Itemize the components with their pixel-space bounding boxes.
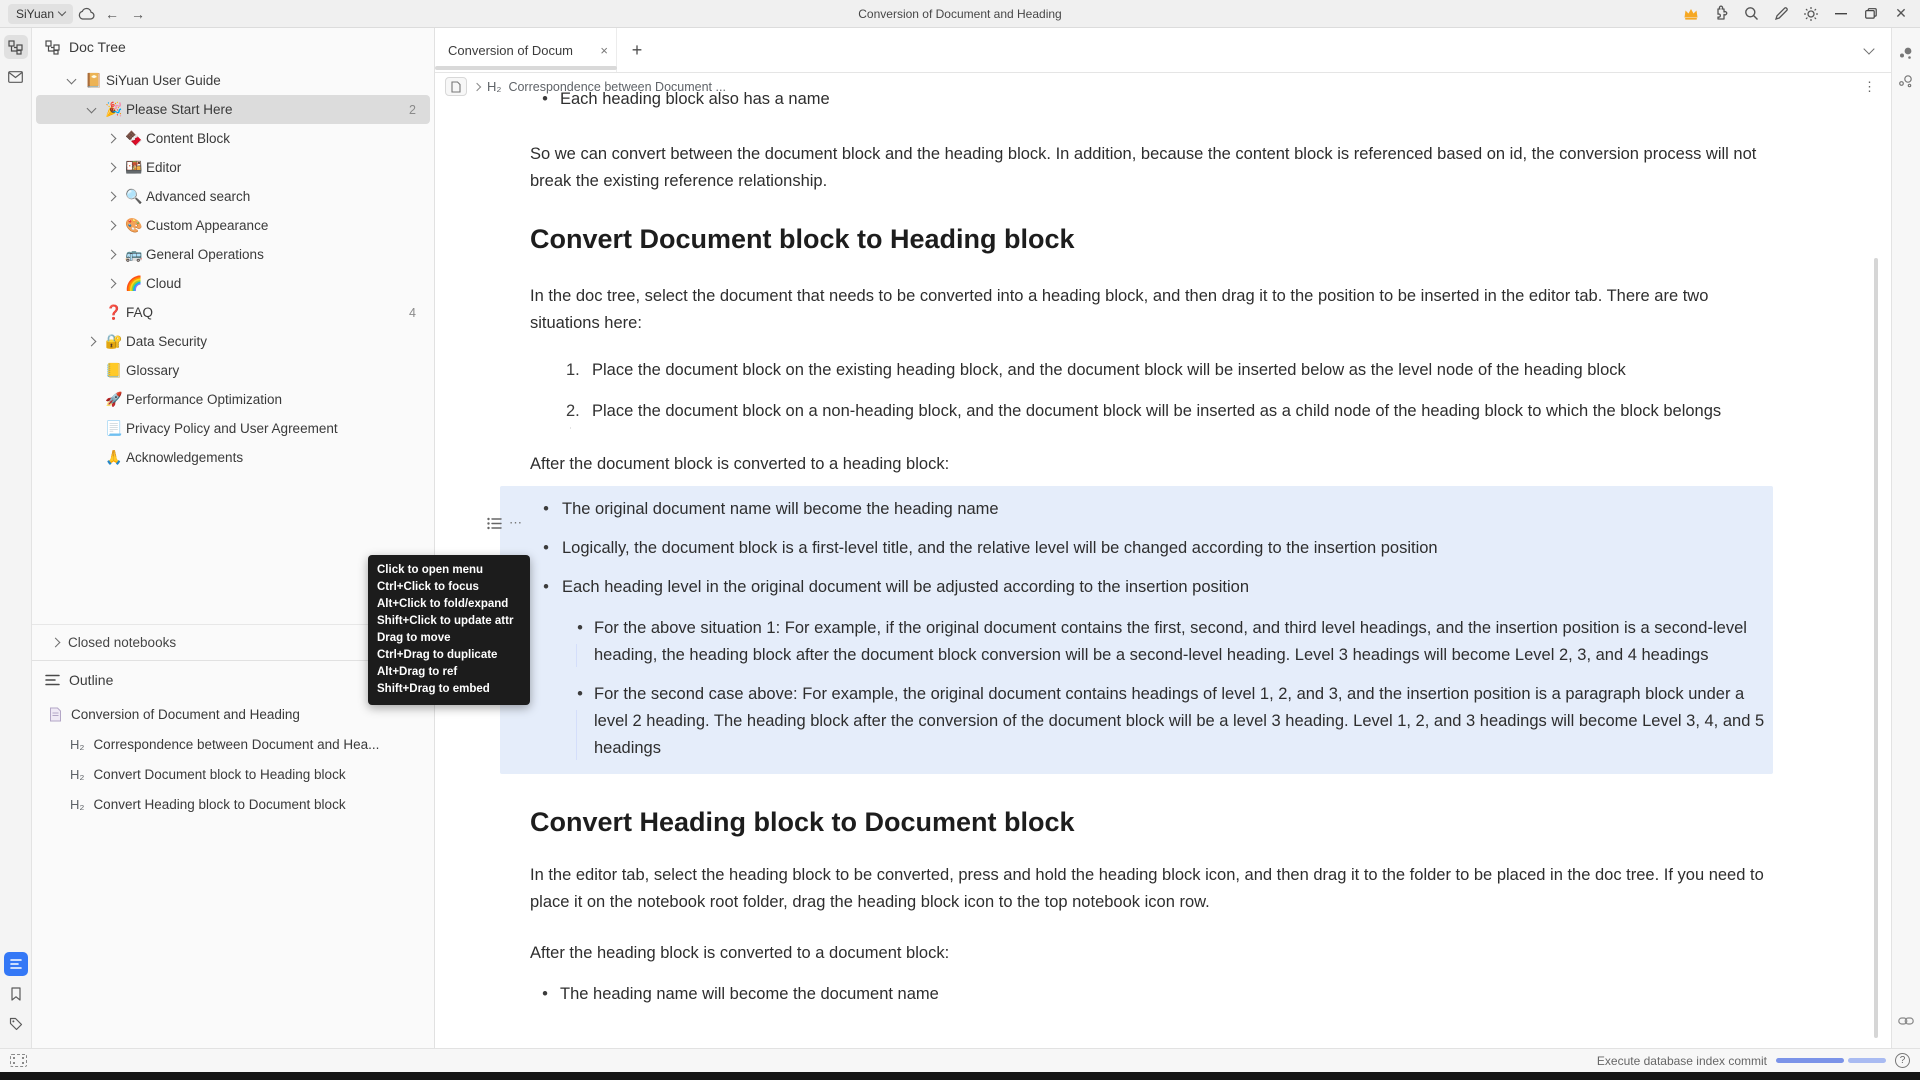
tab-close-icon[interactable]: × (600, 42, 608, 58)
index-progress-bar (1776, 1058, 1886, 1063)
h2-icon: H₂ (487, 79, 502, 94)
search-icon[interactable] (1736, 3, 1766, 25)
ledger-emoji-icon: 📒 (105, 362, 123, 378)
minimize-button[interactable] (1826, 3, 1856, 25)
backlinks-graph-icon[interactable] (1895, 42, 1917, 64)
outline-item-h2[interactable]: H₂ Correspondence between Document and Hea... (70, 736, 380, 752)
status-bar (0, 1048, 1920, 1072)
block-gutter (487, 515, 523, 531)
notebook-emoji-icon: 📔 (85, 72, 103, 88)
nested-bullet-list (530, 615, 1765, 762)
doc-tree-item-glossary[interactable]: 📒 Glossary (36, 356, 430, 385)
outline-item-h2[interactable]: H₂ Convert Heading block to Document block (70, 796, 346, 812)
new-tab-button[interactable]: + (631, 39, 643, 60)
doc-tree-item-advanced-search[interactable]: 🔍 Advanced search (36, 182, 430, 211)
chevron-right-icon[interactable] (100, 193, 122, 200)
bullet-item[interactable]: • Logically, the document block is a first-level title, and the relative level will be changed according to the insertion position (530, 535, 1765, 562)
outline-panel-title: Outline (69, 672, 114, 688)
heading-convert-heading-to-document[interactable]: Convert Heading block to Document block (530, 807, 1075, 837)
bus-emoji-icon: 🚌 (125, 246, 143, 262)
bento-emoji-icon: 🍱 (125, 159, 143, 175)
gutter-tooltip: Click to open menu Ctrl+Click to focus Alt+Click to fold/expand Shift+Click to update attr Drag to move Ctrl+Drag to duplicate Alt+Drag to ref Shift+Drag to embed (368, 555, 530, 705)
chevron-right-icon (51, 638, 61, 648)
folded-hands-emoji-icon: 🙏 (105, 449, 123, 465)
back-arrow-icon[interactable]: ← (105, 5, 120, 22)
doc-tree (32, 66, 434, 624)
tab-bar (435, 28, 1891, 73)
link-icon[interactable] (1895, 1010, 1917, 1032)
help-icon[interactable]: ? (1895, 1053, 1910, 1068)
right-dock (1891, 28, 1920, 1048)
heading-convert-document-to-heading[interactable]: Convert Document block to Heading block (530, 224, 1075, 254)
chevron-down-icon (58, 8, 66, 16)
question-emoji-icon: ❓ (105, 304, 123, 320)
doc-count-badge: 4 (409, 305, 416, 320)
tab-conversion-of-document[interactable]: Conversion of Docum × (435, 28, 617, 72)
closed-notebooks-toggle[interactable]: Closed notebooks (32, 624, 434, 660)
doc-tree-item-please-start-here[interactable]: 🎉 Please Start Here 2 (36, 95, 430, 124)
list-number: 1. (566, 361, 580, 379)
selected-list-block[interactable] (500, 486, 1773, 774)
status-message: Execute database index commit (1596, 1053, 1767, 1068)
bullet-dot: • (543, 578, 549, 596)
main-area (0, 28, 1920, 1048)
chevron-right-icon[interactable] (100, 222, 122, 229)
window-title: Conversion of Document and Heading (858, 6, 1062, 21)
document-icon (49, 707, 62, 722)
bullet-dot: • (543, 500, 549, 518)
bullet-item[interactable]: • The heading name will become the document name (530, 981, 1773, 1008)
chevron-right-icon[interactable] (100, 251, 122, 258)
doc-tree-item-content-block[interactable]: 🍫 Content Block (36, 124, 430, 153)
left-dock (0, 28, 32, 1048)
doc-tree-panel-header[interactable] (32, 28, 434, 66)
bullet-item[interactable]: • Each heading level in the original document will be adjusted according to the insertion position (530, 574, 1765, 601)
doc-tree-item-performance-optimization[interactable]: 🚀 Performance Optimization (36, 385, 430, 414)
bullet-dot: • (543, 539, 549, 557)
app-menu-label: SiYuan (16, 6, 55, 21)
bullet-dot: • (542, 985, 548, 1003)
workspace-icon[interactable] (10, 1054, 27, 1067)
sidebar (32, 28, 435, 1048)
chevron-right-icon[interactable] (80, 338, 102, 345)
rainbow-emoji-icon: 🌈 (125, 275, 143, 291)
block-drag-handle-icon[interactable]: ⋯ (509, 515, 523, 530)
doc-tree-item-privacy-policy[interactable]: 📃 Privacy Policy and User Agreement (36, 414, 430, 443)
doc-count-badge: 2 (409, 102, 416, 117)
doc-tree-item-custom-appearance[interactable]: 🎨 Custom Appearance (36, 211, 430, 240)
chevron-down-icon[interactable] (60, 79, 82, 83)
outline-dock-button[interactable] (4, 952, 28, 976)
title-bar (0, 0, 1920, 28)
bullet-item[interactable]: • For the above situation 1: For example, if the original document contains the first, second, and third level headings, and the insertion position is a second-level heading, the heading block after the document block conversion will be a second-level heading. Level 3 headings will become Level 2, 3, and 4 headings (530, 615, 1765, 669)
outline-icon (45, 674, 60, 686)
outline-panel (32, 660, 434, 1048)
list-number: 2. (566, 402, 580, 420)
page-emoji-icon: 📃 (105, 420, 123, 436)
doc-tree-item-acknowledgements[interactable]: 🙏 Acknowledgements (36, 443, 430, 472)
paragraph[interactable]: After the heading block is converted to a document block: (530, 944, 950, 962)
chevron-right-icon[interactable] (100, 164, 122, 171)
edit-pencil-icon[interactable] (1766, 3, 1796, 25)
h2-icon: H₂ (70, 796, 85, 812)
more-menu-icon[interactable]: ⋮ (1863, 78, 1877, 94)
doc-tree-item-faq[interactable]: ❓ FAQ 4 (36, 298, 430, 327)
ordered-list (530, 357, 1773, 425)
tab-list-chevron-icon[interactable] (1847, 28, 1891, 72)
doc-tree-icon (45, 40, 60, 55)
plugin-puzzle-icon[interactable] (1706, 3, 1736, 25)
editor-pane (435, 28, 1891, 1048)
bullet-item[interactable]: • The original document name will become the heading name (530, 496, 1765, 523)
paragraph[interactable]: In the doc tree, select the document that needs to be converted into a heading block, and then drag it to the position to be inserted in the editor tab. There are two situations here: (530, 287, 1709, 332)
tag-icon[interactable] (4, 1012, 28, 1036)
theme-sun-icon[interactable] (1796, 3, 1826, 25)
chevron-right-icon[interactable] (100, 280, 122, 287)
taskbar-edge (0, 1072, 1920, 1080)
chevron-right-icon (473, 82, 481, 90)
inbox-mail-icon[interactable] (4, 65, 28, 89)
outline-list (32, 699, 434, 819)
bullet-dot: • (577, 619, 583, 637)
breadcrumb-document-icon[interactable] (445, 77, 467, 96)
paragraph[interactable]: So we can convert between the document block and the heading block. In addition, because the content block is referenced based on id, the conversion process will not break the existing reference relationship. (530, 145, 1757, 190)
close-button[interactable]: ✕ (1895, 5, 1907, 21)
ordered-list-item[interactable]: 1. Place the document block on the existing heading block, and the document block will be inserted below as the level node of the heading block (530, 357, 1773, 384)
paragraph[interactable]: In the editor tab, select the heading block to be converted, press and hold the heading block icon, and then drag it to the folder to be placed in the doc tree. If you need to place it on the notebook root folder, drag the heading block icon to the top notebook icon row. (530, 866, 1764, 911)
bookmark-icon[interactable] (4, 982, 28, 1006)
lock-emoji-icon: 🔐 (105, 333, 123, 349)
doc-tree-item-siyuan-user-guide[interactable]: 📔 SiYuan User Guide (36, 66, 430, 95)
chevron-down-icon[interactable] (80, 108, 102, 112)
doc-tree-dock-button[interactable] (4, 35, 28, 59)
app-menu-button[interactable] (8, 4, 73, 24)
editor-scrollbar[interactable] (1874, 258, 1878, 1038)
doc-tree-item-data-security[interactable]: 🔐 Data Security (36, 327, 430, 356)
doc-tree-item-general-operations[interactable]: 🚌 General Operations (36, 240, 430, 269)
h2-icon: H₂ (70, 766, 85, 782)
ordered-list-item[interactable]: 2. Place the document block on a non-heading block, and the document block will be inserted as a child node of the heading block to which the block belongs (530, 398, 1773, 425)
graph-view-icon[interactable] (1895, 70, 1917, 92)
palette-emoji-icon: 🎨 (125, 217, 143, 233)
maximize-button[interactable] (1856, 3, 1886, 25)
chevron-right-icon[interactable] (100, 135, 122, 142)
tab-scrollbar[interactable] (435, 66, 617, 70)
bullet-dot: • (542, 90, 548, 108)
forward-arrow-icon[interactable]: → (131, 5, 146, 22)
party-popper-emoji-icon: 🎉 (105, 101, 123, 117)
clipped-bullet-item[interactable]: • Each heading block also has a name (530, 86, 1773, 113)
doc-tree-item-editor[interactable]: 🍱 Editor (36, 153, 430, 182)
list-block-gutter-icon[interactable] (487, 517, 502, 530)
outline-item-document[interactable]: Conversion of Document and Heading (32, 699, 434, 729)
bullet-item[interactable]: • For the second case above: For example, the original document contains headings of level 1, 2, and 3, and the insertion position is a paragraph block under a level 2 heading. The heading block after the conversion of the document block will be a level 3 heading. Level 1, 2, and 3 headings will become Level 3, 4, and 5 headings (530, 681, 1765, 762)
paragraph[interactable]: After the document block is converted to a heading block: (530, 455, 950, 473)
doc-tree-panel-title: Doc Tree (69, 39, 126, 55)
breadcrumb-heading-label[interactable]: Correspondence between Document ... (508, 79, 726, 94)
rocket-emoji-icon: 🚀 (105, 391, 123, 407)
doc-tree-item-cloud[interactable]: 🌈 Cloud (36, 269, 430, 298)
outline-item-h2[interactable]: H₂ Convert Document block to Heading block (70, 766, 346, 782)
magnifier-emoji-icon: 🔍 (125, 188, 143, 204)
document-content (435, 90, 1891, 1048)
membership-crown-icon[interactable] (1676, 3, 1706, 25)
bullet-dot: • (577, 685, 583, 703)
chocolate-emoji-icon: 🍫 (125, 130, 143, 146)
sync-cloud-icon[interactable] (73, 3, 99, 25)
h2-icon: H₂ (70, 736, 85, 752)
